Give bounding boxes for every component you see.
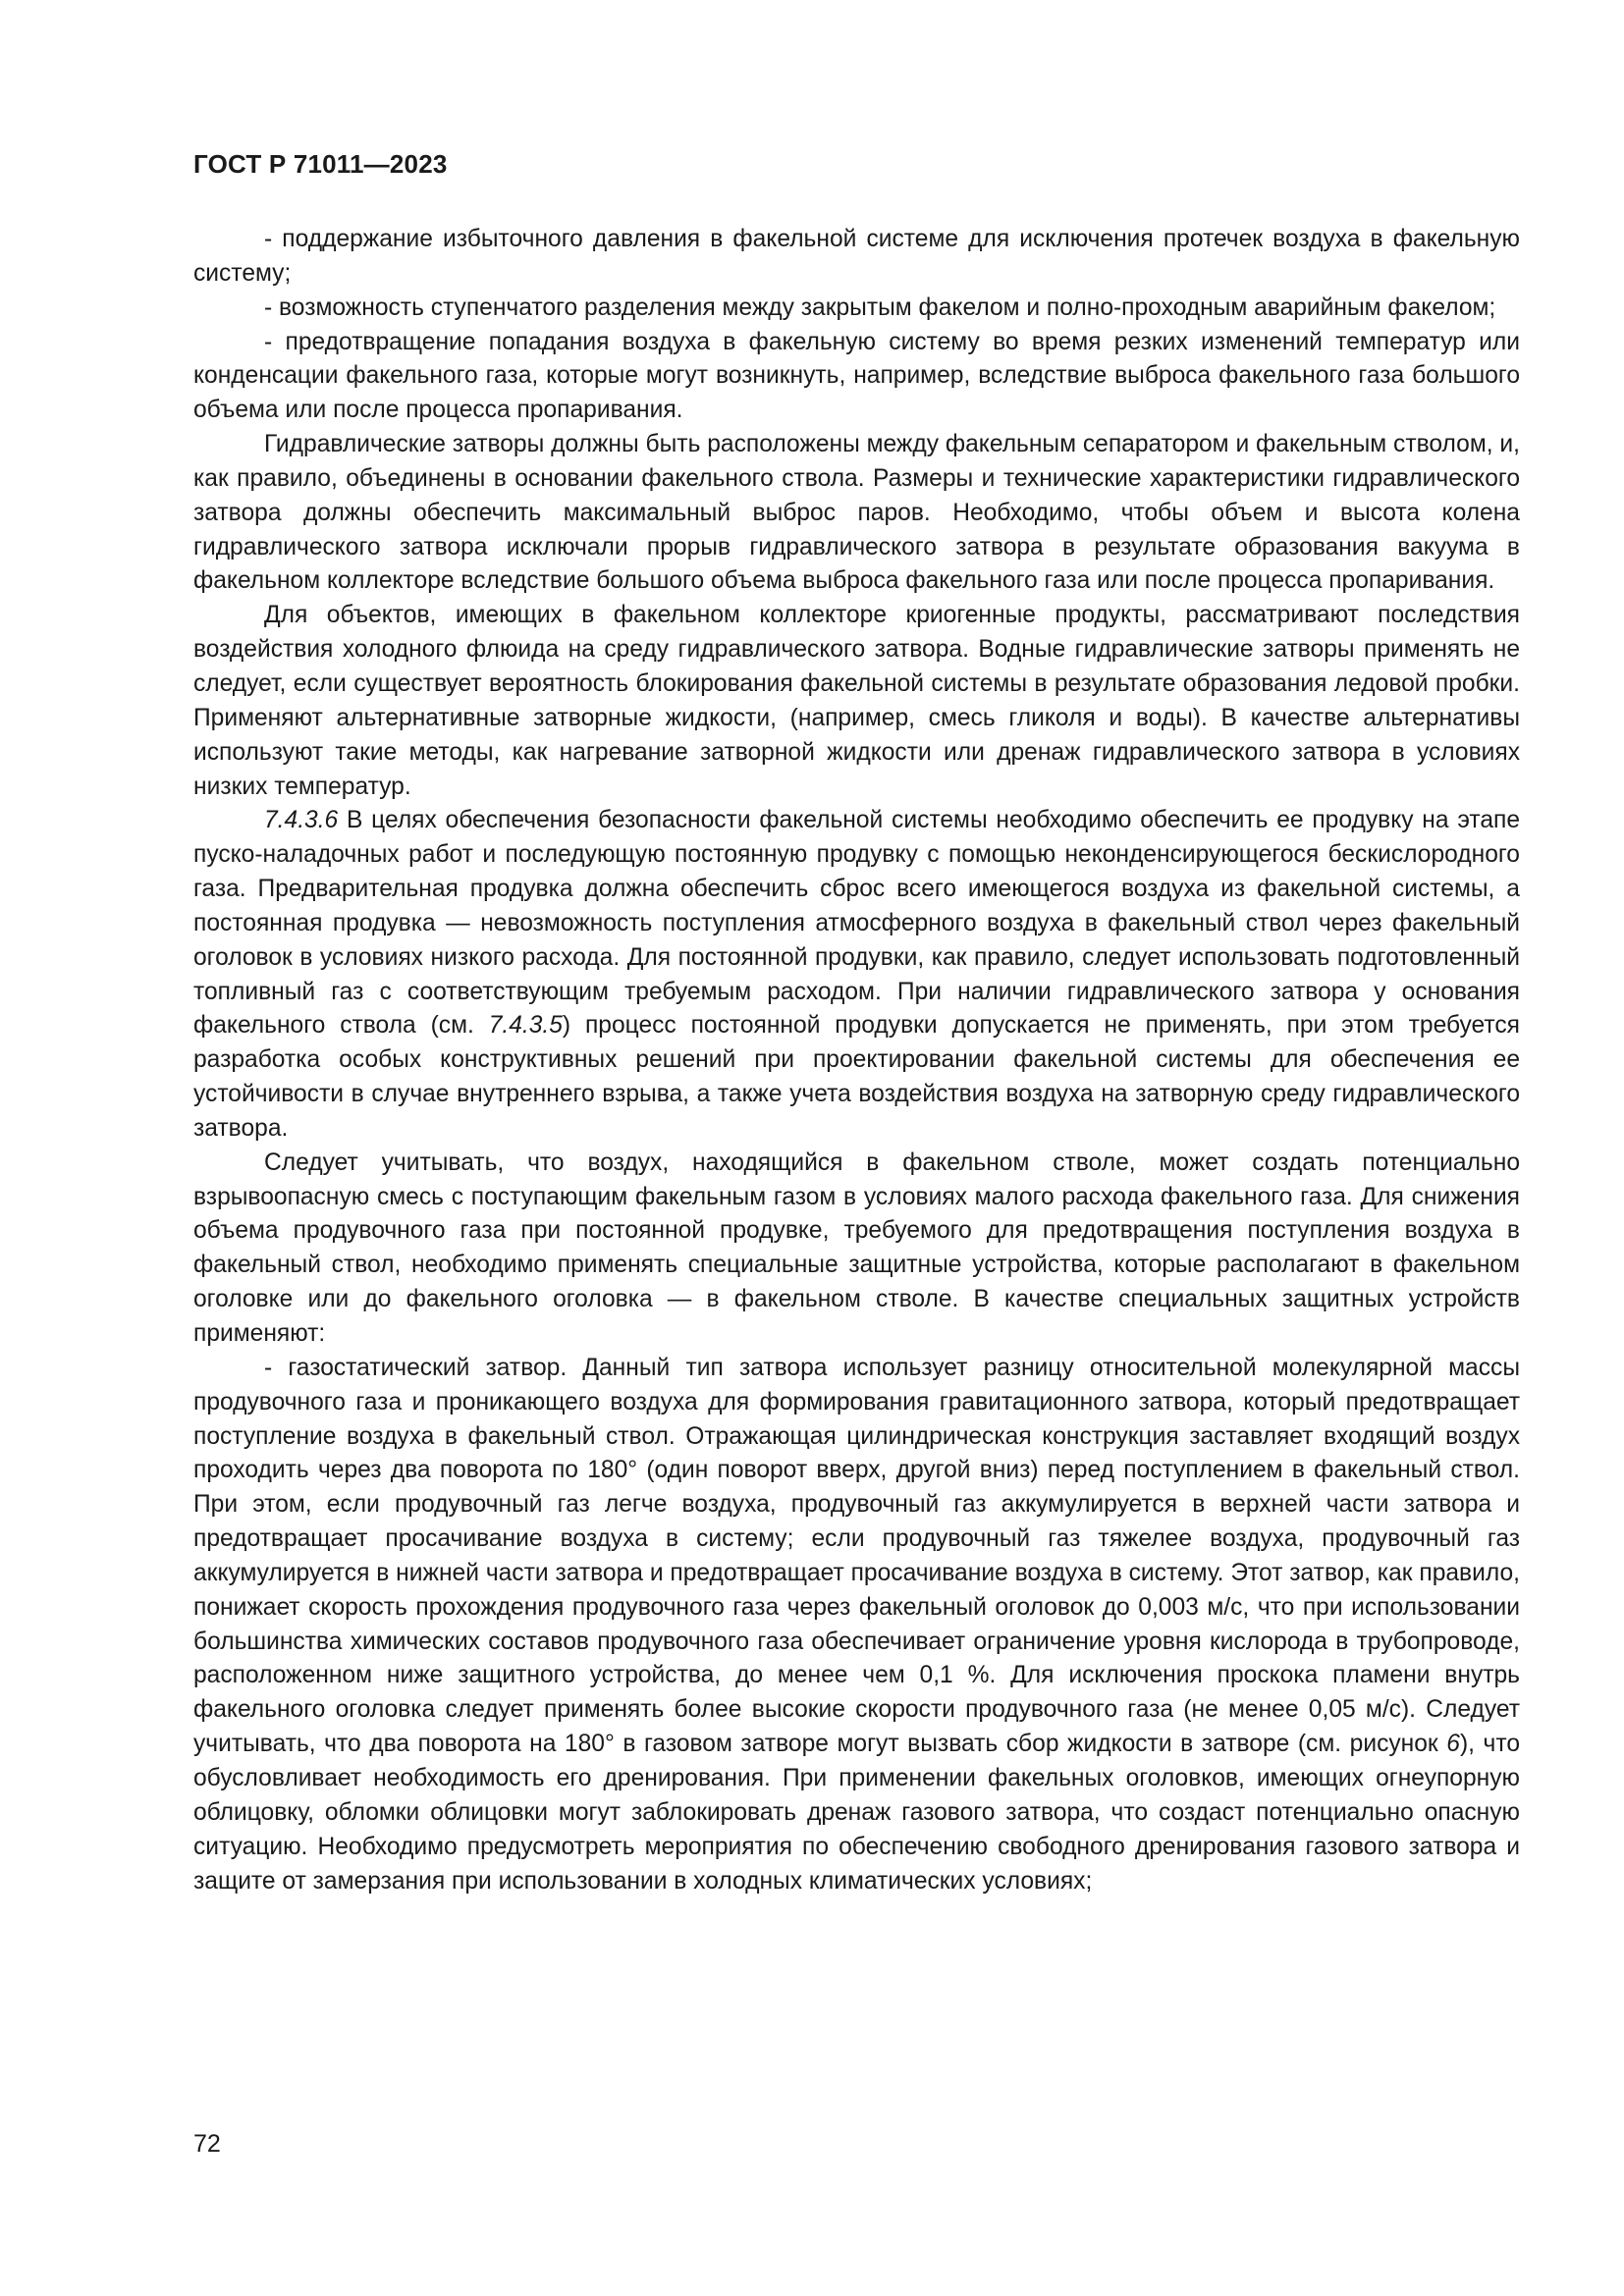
gas-seal-text-part-2: ), что обусловливает необходимость его дренирования. При применении факельных оголовков, имеющих огнеупорную облицовку, обломки облицовки могут заблокировать дренаж газового затвора, что создаст потенциально опасную ситуацию. Необходимо предусмотреть мероприятия по обеспечению свободного дренирования газового затвора и защите от замерзания при использовании в холодных климатических условиях; (193, 1731, 1521, 1895)
paragraph-list-item-1: - поддержание избыточного давления в факельной системе для исключения протечек воздуха в факельную систему; (193, 226, 1520, 287)
clause-text-part-2: ) процесс постоянной продувки допускается не применять, при этом требуется разработка особых конструктивных решений при проектировании факельной системы для обеспечения ее устойчивости в случае внутреннего взрыва, а также учета воздействия воздуха на затворную среду гидравлического затвора. (193, 1012, 1520, 1142)
clause-reference: 7.4.3.5 (488, 1012, 563, 1040)
figure-reference: 6 (1446, 1731, 1460, 1758)
paragraph-clause-7-4-3-6 (193, 804, 1520, 1146)
paragraph-list-item-2: - возможность ступенчатого разделения между закрытым факелом и полно-проходным аварийным факелом; (264, 294, 1496, 321)
paragraph-cryogenic: Для объектов, имеющих в факельном коллекторе криогенные продукты, рассматривают последствия воздействия холодного флюида на среду гидравлического затвора. Водные гидравлические затворы применять не следует, если существует вероятность блокирования факельной системы в результате образования ледовой пробки. Применяют альтернативные затворные жидкости, (например, смесь гликоля и воды). В качестве альтернативы используют такие методы, как нагревание затворной жидкости или дренаж гидравлического затвора в условиях низких температур. (193, 602, 1520, 800)
paragraph-hydraulic-seals: Гидравлические затворы должны быть расположены между факельным сепаратором и факельным стволом, и, как правило, объединены в основании факельного ствола. Размеры и технические характеристики гидравлического затвора должны обеспечить максимальный выброс паров. Необходимо, чтобы объем и высота колена гидравлического затвора исключали прорыв гидравлического затвора в результате образования вакуума в факельном коллекторе вследствие большого объема выброса факельного газа или после процесса пропаривания. (193, 431, 1520, 595)
document-body (193, 223, 1520, 1898)
page-number: 72 (193, 2130, 221, 2158)
paragraph-protective-devices: Следует учитывать, что воздух, находящийся в факельном стволе, может создать потенциально взрывоопасную смесь с поступающим факельным газом в условиях малого расхода факельного газа. Для снижения объема продувочного газа при постоянной продувке, требуемого для предотвращения поступления воздуха в факельный ствол, необходимо применять специальные защитные устройства, которые располагают в факельном оголовке или до факельного оголовка — в факельном стволе. В качестве специальных защитных устройств применяют: (193, 1148, 1520, 1347)
clause-text-part-1: В целях обеспечения безопасности факельной системы необходимо обеспечить ее продувку на этапе пуско-наладочных работ и последующую постоянную продувку с помощью неконденсирующегося бескислородного газа. Предварительная продувка должна обеспечить сброс всего имеющегося воздуха из факельной системы, а постоянная продувка — невозможность поступления атмосферного воздуха в факельный ствол через факельный оголовок в условиях низкого расхода. Для постоянной продувки, как правило, следует использовать подготовленный топливный газ с соответствующим требуемым расходом. При наличии гидравлического затвора у основания факельного ствола (см. (193, 807, 1520, 1040)
paragraph-list-item-3: - предотвращение попадания воздуха в факельную систему во время резких изменений температур или конденсации факельного газа, которые могут возникнуть, например, вследствие выброса факельного газа большого объема или после процесса пропаривания. (193, 328, 1520, 424)
clause-number: 7.4.3.6 (264, 807, 339, 834)
document-header: ГОСТ Р 71011—2023 (193, 149, 448, 179)
paragraph-gas-static-seal (193, 1352, 1520, 1899)
gas-seal-text-part-1: - газостатический затвор. Данный тип затвора использует разницу относительной молекулярной массы продувочного газа и проникающего воздуха для формирования гравитационного затвора, который предотвращает поступление воздуха в факельный ствол. Отражающая цилиндрическая конструкция заставляет входящий воздух проходить через два поворота по 180° (один поворот вверх, другой вниз) перед поступлением в факельный ствол. При этом, если продувочный газ легче воздуха, продувочный газ аккумулируется в верхней части затвора и предотвращает просачивание воздуха в систему; если продувочный газ тяжелее воздуха, продувочный газ аккумулируется в нижней части затвора и предотвращает просачивание воздуха в систему. Этот затвор, как правило, понижает скорость прохождения продувочного газа через факельный оголовок до 0,003 м/с, что при использовании большинства химических составов продувочного газа обеспечивает ограничение уровня кислорода в трубопроводе, расположенном ниже защитного устройства, до менее чем 0,1 %. Для исключения проскока пламени внутрь факельного оголовка следует применять более высокие скорости продувочного газа (не менее 0,05 м/с). Следует учитывать, что два поворота на 180° в газовом затворе могут вызвать сбор жидкости в затворе (см. рисунок (193, 1354, 1520, 1758)
